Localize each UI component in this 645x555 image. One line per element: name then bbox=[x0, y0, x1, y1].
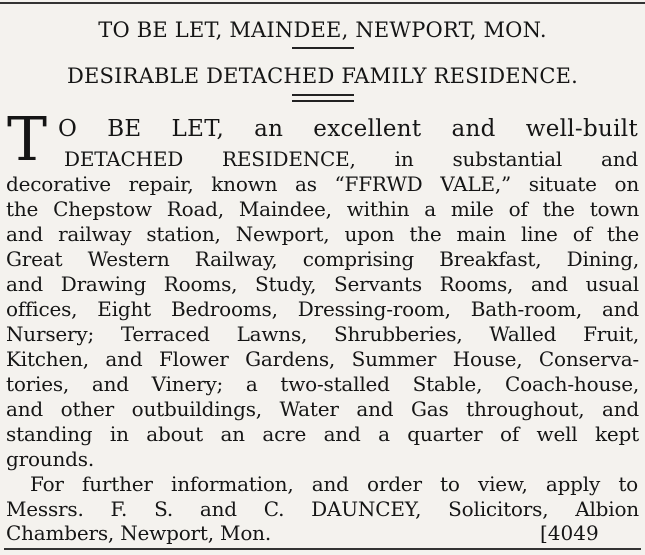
body-line-11: tories, and Vinery; a two-stalled Stable, Coach-house, bbox=[6, 372, 639, 396]
body-line-4: the Chepstow Road, Maindee, within a mile of the town bbox=[6, 197, 639, 221]
body-line-14: grounds. bbox=[6, 447, 94, 471]
body-line-13: standing in about an acre and a quarter of well kept bbox=[6, 422, 639, 446]
contact-line-1: For further information, and order to view, apply to bbox=[30, 472, 638, 496]
body-line-1: O BE LET, an excellent and well-built bbox=[58, 116, 638, 142]
bottom-rule bbox=[4, 548, 641, 550]
advert-reference-number: [4049 bbox=[540, 521, 599, 545]
subtitle-divider-2 bbox=[292, 100, 354, 102]
title-divider bbox=[292, 47, 354, 49]
top-rule bbox=[0, 2, 645, 4]
advert-subtitle: DESIRABLE DETACHED FAMILY RESIDENCE. bbox=[66, 64, 579, 88]
advert-title: TO BE LET, MAINDEE, NEWPORT, MON. bbox=[98, 18, 547, 42]
body-line-7: and Drawing Rooms, Study, Servants Rooms, and usual bbox=[6, 272, 639, 296]
body-line-2: DETACHED RESIDENCE, in substantial and bbox=[64, 147, 638, 171]
contact-line-3: Chambers, Newport, Mon. bbox=[6, 521, 272, 545]
body-line-8: offices, Eight Bedrooms, Dressing-room, Bath-room, and bbox=[6, 297, 639, 321]
contact-line-2: Messrs. F. S. and C. DAUNCEY, Solicitors, Albion bbox=[6, 497, 639, 521]
body-line-6: Great Western Railway, comprising Breakfast, Dining, bbox=[6, 247, 639, 271]
body-line-3: decorative repair, known as “FFRWD VALE,” situate on bbox=[6, 172, 639, 196]
body-line-12: and other outbuildings, Water and Gas throughout, and bbox=[6, 397, 639, 421]
body-line-10: Kitchen, and Flower Gardens, Summer House, Conserva- bbox=[6, 347, 639, 371]
body-line-5: and railway station, Newport, upon the main line of the bbox=[6, 222, 639, 246]
subtitle-divider-1 bbox=[292, 94, 354, 96]
body-line-9: Nursery; Terraced Lawns, Shrubberies, Walled Fruit, bbox=[6, 322, 639, 346]
drop-cap-letter: T bbox=[7, 105, 48, 175]
